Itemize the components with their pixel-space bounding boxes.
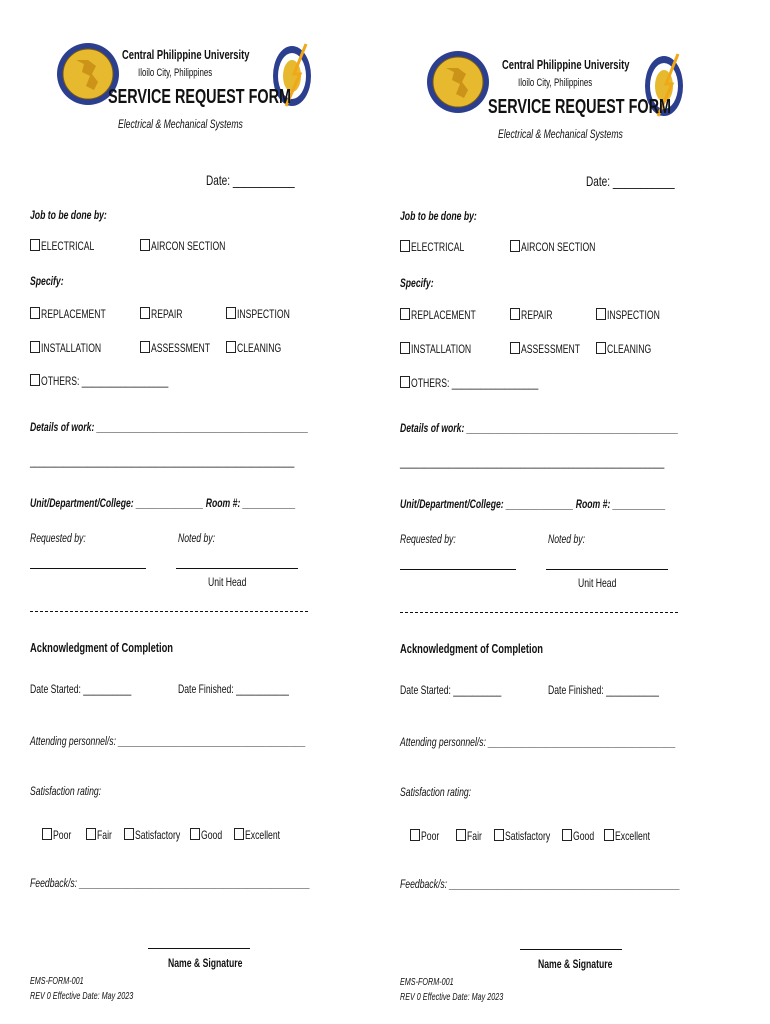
checkbox-others[interactable]: OTHERS: __________________ [30,374,218,388]
checkbox-icon[interactable] [30,307,40,319]
details-of-work-field: Details of work: ____________________________________________ [30,420,309,434]
checkbox-icon[interactable] [30,341,40,353]
rating-excellent[interactable]: Excellent [234,828,294,842]
checkbox-icon[interactable] [86,828,96,840]
acknowledgment-title: Acknowledgment of Completion [30,640,174,655]
checkbox-icon[interactable] [400,342,410,354]
requested-by-label: Requested by: [30,531,86,545]
university-location: Iloilo City, Philippines [138,67,213,79]
date-field: Date: ___________ [206,172,295,188]
cut-line-divider [400,612,678,613]
feedback-field: Feedback/s: ________________________________________________ [400,877,681,891]
date-started-field: Date Started: __________ [400,683,502,697]
checkbox-inspection[interactable]: INSPECTION [596,308,680,322]
noted-by-label: Noted by: [548,532,585,546]
name-signature-label: Name & Signature [168,956,243,970]
checkbox-icon[interactable] [400,308,410,320]
form-code: EMS-FORM-001 [400,977,454,988]
checkbox-icon[interactable] [456,829,466,841]
checkbox-replacement[interactable]: REPLACEMENT [400,308,501,322]
name-signature-line[interactable] [148,947,250,949]
checkbox-installation[interactable]: INSTALLATION [400,342,495,356]
satisfaction-label: Satisfaction rating: [30,784,102,798]
checkbox-repair[interactable]: REPAIR [510,308,565,322]
job-label: Job to be done by: [400,209,477,223]
rating-fair[interactable]: Fair [86,828,118,842]
checkbox-icon[interactable] [226,307,236,319]
details-line: _______________________________________________________ [400,455,665,469]
checkbox-icon[interactable] [30,239,40,251]
checkbox-icon[interactable] [400,376,410,388]
university-name: Central Philippine University [502,57,630,72]
checkbox-installation[interactable]: INSTALLATION [30,341,125,355]
checkbox-icon[interactable] [140,307,150,319]
checkbox-others[interactable]: OTHERS: __________________ [400,376,588,390]
department-name: Electrical & Mechanical Systems [498,127,623,141]
rating-good[interactable]: Good [562,829,602,843]
noted-by-signature-line[interactable] [546,568,668,570]
checkbox-icon[interactable] [596,308,606,320]
feedback-field: Feedback/s: ________________________________________________ [30,876,311,890]
revision-info: REV 0 Effective Date: May 2023 [400,992,504,1003]
rating-satisfactory[interactable]: Satisfactory [494,829,568,843]
form-title: SERVICE REQUEST FORM [108,86,291,108]
unit-room-field: Unit/Department/College: ______________ Room #: ___________ [30,496,296,510]
job-label: Job to be done by: [30,208,107,222]
revision-info: REV 0 Effective Date: May 2023 [30,991,134,1002]
rating-good[interactable]: Good [190,828,230,842]
details-line: _______________________________________________________ [30,454,295,468]
date-started-field: Date Started: __________ [30,682,132,696]
cpu-seal-logo-icon [426,50,490,114]
checkbox-cleaning[interactable]: CLEANING [596,342,668,356]
checkbox-icon[interactable] [190,828,200,840]
unit-head-label: Unit Head [578,576,617,590]
checkbox-icon[interactable] [596,342,606,354]
specify-label: Specify: [400,276,434,290]
satisfaction-label: Satisfaction rating: [400,785,472,799]
noted-by-signature-line[interactable] [176,567,298,569]
checkbox-icon[interactable] [562,829,572,841]
department-name: Electrical & Mechanical Systems [118,117,243,131]
requested-by-signature-line[interactable] [30,567,146,569]
form-code: EMS-FORM-001 [30,976,84,987]
checkbox-aircon-section[interactable]: AIRCON SECTION [510,240,624,254]
rating-poor[interactable]: Poor [42,828,78,842]
checkbox-icon[interactable] [400,240,410,252]
date-finished-field: Date Finished: ___________ [548,683,659,697]
form-title: SERVICE REQUEST FORM [488,96,671,118]
name-signature-line[interactable] [520,948,622,950]
name-signature-label: Name & Signature [538,957,613,971]
attending-personnel-field: Attending personnel/s: _______________________________________ [30,734,306,748]
checkbox-icon[interactable] [226,341,236,353]
rating-fair[interactable]: Fair [456,829,488,843]
checkbox-icon[interactable] [510,308,520,320]
unit-room-field: Unit/Department/College: ______________ Room #: ___________ [400,497,666,511]
checkbox-electrical[interactable]: ELECTRICAL [400,240,485,254]
service-request-form-right [370,0,755,1024]
cut-line-divider [30,611,308,612]
university-location: Iloilo City, Philippines [518,77,593,89]
noted-by-label: Noted by: [178,531,215,545]
attending-personnel-field: Attending personnel/s: _______________________________________ [400,735,676,749]
date-finished-field: Date Finished: ___________ [178,682,289,696]
checkbox-cleaning[interactable]: CLEANING [226,341,298,355]
checkbox-icon[interactable] [30,374,40,386]
unit-head-label: Unit Head [208,575,247,589]
checkbox-icon[interactable] [140,341,150,353]
checkbox-icon[interactable] [494,829,504,841]
rating-poor[interactable]: Poor [410,829,446,843]
checkbox-icon[interactable] [510,342,520,354]
checkbox-icon[interactable] [510,240,520,252]
checkbox-electrical[interactable]: ELECTRICAL [30,239,115,253]
checkbox-icon[interactable] [140,239,150,251]
checkbox-icon[interactable] [124,828,134,840]
checkbox-assessment[interactable]: ASSESSMENT [510,342,603,356]
checkbox-icon[interactable] [604,829,614,841]
rating-excellent[interactable]: Excellent [604,829,664,843]
checkbox-icon[interactable] [410,829,420,841]
checkbox-assessment[interactable]: ASSESSMENT [140,341,233,355]
checkbox-replacement[interactable]: REPLACEMENT [30,307,131,321]
date-field: Date: ___________ [586,173,675,189]
requested-by-label: Requested by: [400,532,456,546]
checkbox-inspection[interactable]: INSPECTION [226,307,310,321]
checkbox-repair[interactable]: REPAIR [140,307,195,321]
university-name: Central Philippine University [122,47,250,62]
requested-by-signature-line[interactable] [400,568,516,570]
acknowledgment-title: Acknowledgment of Completion [400,641,544,656]
specify-label: Specify: [30,274,64,288]
checkbox-icon[interactable] [42,828,52,840]
details-of-work-field: Details of work: ____________________________________________ [400,421,679,435]
checkbox-aircon-section[interactable]: AIRCON SECTION [140,239,254,253]
rating-satisfactory[interactable]: Satisfactory [124,828,198,842]
checkbox-icon[interactable] [234,828,244,840]
